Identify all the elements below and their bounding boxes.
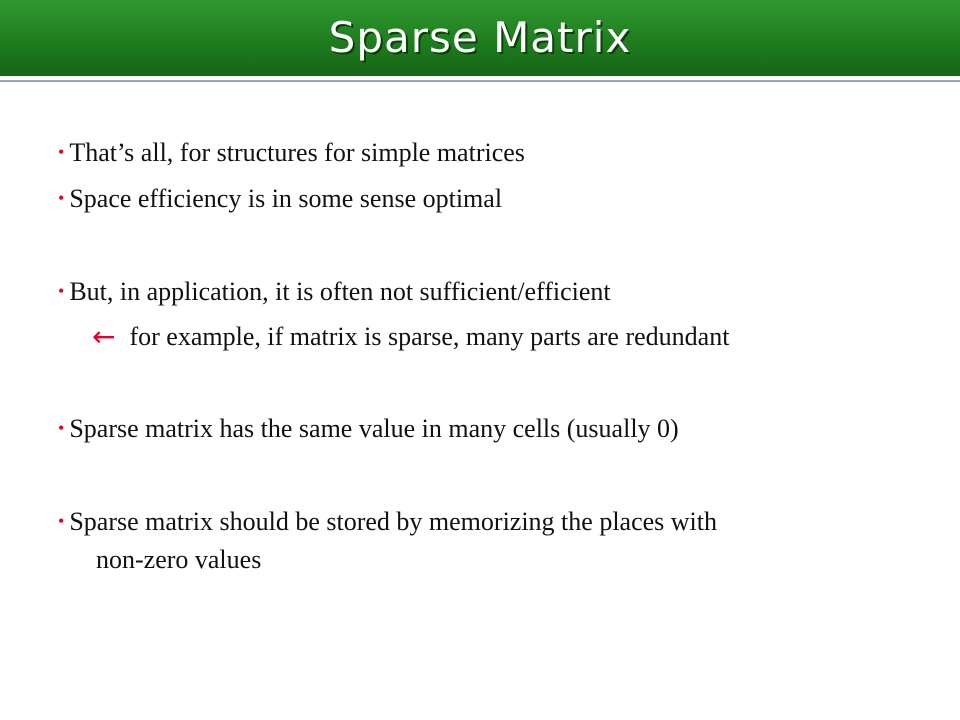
bullet-item — [58, 412, 679, 448]
bullet-item — [58, 505, 717, 541]
bullet-text: Sparse matrix has the same value in many cells (usually 0) — [69, 414, 679, 443]
bullet-text: But, in application, it is often not sufficient/efficient — [69, 277, 611, 306]
bullet-item — [58, 275, 611, 311]
bullet-item — [58, 182, 502, 218]
sub-bullet-text: for example, if matrix is sparse, many parts are redundant — [129, 322, 730, 351]
bullet-item — [58, 136, 525, 172]
bullet-dot-icon: • — [58, 418, 65, 438]
left-arrow-icon: ← — [92, 320, 116, 353]
slide-title: Sparse Matrix — [328, 13, 632, 62]
bullet-continuation-text: non-zero values — [96, 545, 262, 574]
bullet-text: Sparse matrix should be stored by memorizing the places with — [69, 507, 718, 536]
bullet-dot-icon: • — [58, 188, 65, 208]
title-underline — [0, 80, 960, 82]
bullet-dot-icon: • — [58, 281, 65, 301]
bullet-text: That’s all, for structures for simple matrices — [69, 138, 525, 167]
bullet-text: Space efficiency is in some sense optimal — [69, 184, 503, 213]
bullet-dot-icon: • — [58, 511, 65, 531]
bullet-dot-icon: • — [58, 142, 65, 162]
sub-bullet-item — [92, 319, 729, 354]
